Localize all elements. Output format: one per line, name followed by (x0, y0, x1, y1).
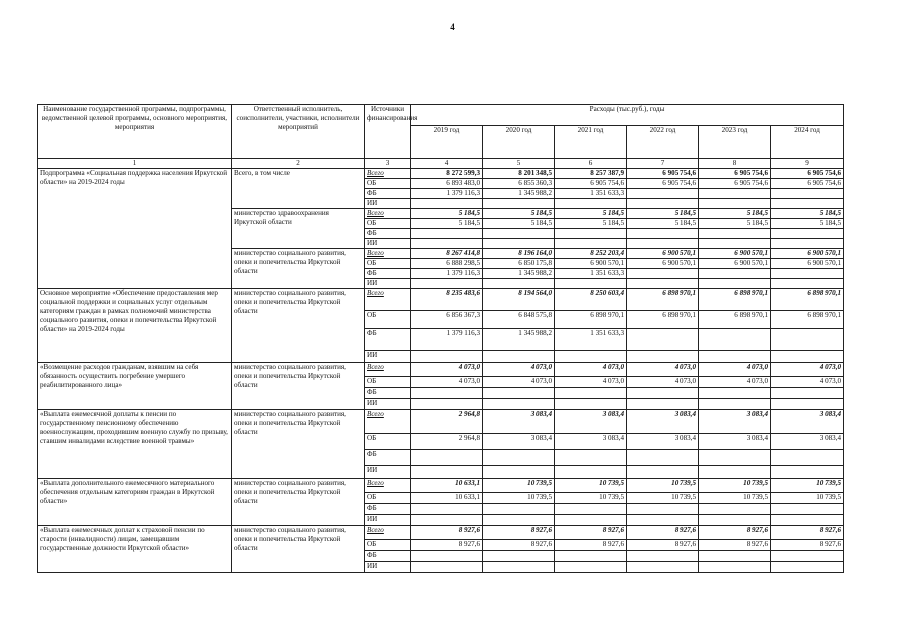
funding-source: ФБ (365, 504, 411, 515)
col-number: 9 (771, 159, 844, 169)
amount-cell: 3 083,4 (555, 410, 627, 434)
amount-cell: 5 184,5 (771, 209, 844, 219)
amount-cell (627, 269, 699, 279)
amount-cell (483, 551, 555, 562)
amount-cell (483, 279, 555, 289)
amount-cell (771, 239, 844, 249)
amount-cell: 6 900 570,1 (699, 259, 771, 269)
amount-cell (555, 504, 627, 515)
header-year: 2024 год (771, 126, 844, 159)
amount-cell: 3 083,4 (771, 410, 844, 434)
funding-source: ОБ (365, 434, 411, 450)
amount-cell: 5 184,5 (483, 219, 555, 229)
amount-cell: 5 184,5 (627, 209, 699, 219)
amount-cell (627, 189, 699, 199)
amount-cell (627, 399, 699, 410)
amount-cell (771, 199, 844, 209)
funding-source: Всего (365, 479, 411, 493)
amount-cell: 1 379 116,3 (411, 329, 483, 351)
funding-source: Всего (365, 169, 411, 179)
funding-source: ФБ (365, 229, 411, 239)
amount-cell (411, 388, 483, 399)
amount-cell (699, 329, 771, 351)
amount-cell: 10 739,5 (627, 479, 699, 493)
amount-cell: 8 250 603,4 (555, 289, 627, 311)
executor-name: министерство социального развития, опеки и попечительства Иркутской области (232, 289, 365, 363)
amount-cell: 3 083,4 (699, 434, 771, 450)
funding-source: ИИ (365, 562, 411, 573)
amount-cell (555, 562, 627, 573)
amount-cell: 3 083,4 (555, 434, 627, 450)
amount-cell: 8 927,6 (555, 526, 627, 540)
table-row (38, 169, 844, 179)
program-name: Подпрограмма «Социальная поддержка населения Иркутской области» на 2019-2024 годы (38, 169, 232, 289)
funding-source: ФБ (365, 269, 411, 279)
funding-source: ФБ (365, 189, 411, 199)
amount-cell: 3 083,4 (483, 410, 555, 434)
header-year: 2020 год (483, 126, 555, 159)
funding-source: Всего (365, 410, 411, 434)
amount-cell (411, 229, 483, 239)
amount-cell: 6 898 970,1 (771, 289, 844, 311)
funding-source: Всего (365, 249, 411, 259)
amount-cell (771, 551, 844, 562)
amount-cell: 10 739,5 (699, 493, 771, 504)
amount-cell (699, 515, 771, 526)
header-name: Наименование государственной программы, подпрограммы, ведомственной целевой программы, основного мероприятия, мероприятия (38, 105, 232, 159)
amount-cell (555, 239, 627, 249)
amount-cell (699, 199, 771, 209)
amount-cell (555, 450, 627, 466)
amount-cell (411, 239, 483, 249)
amount-cell: 1 345 988,2 (483, 269, 555, 279)
amount-cell: 3 083,4 (627, 434, 699, 450)
program-name: «Выплата ежемесячных доплат к страховой пенсии по старости (инвалидности) лицам, замещавшим государственные должности Иркутской области» (38, 526, 232, 573)
funding-source: ОБ (365, 311, 411, 329)
col-number: 6 (555, 159, 627, 169)
amount-cell: 1 351 633,3 (555, 189, 627, 199)
amount-cell (483, 229, 555, 239)
amount-cell: 6 898 970,1 (555, 311, 627, 329)
amount-cell (483, 388, 555, 399)
amount-cell: 8 196 164,0 (483, 249, 555, 259)
amount-cell (411, 351, 483, 363)
table-header (38, 105, 844, 169)
program-name: Основное мероприятие «Обеспечение предоставления мер социальной поддержки и социальных услуг отдельным категориям граждан в рамках полномочий министерства социального развития, опеки и попечительства Иркутской области» на 2019-2024 годы (38, 289, 232, 363)
amount-cell: 6 905 754,6 (699, 179, 771, 189)
amount-cell (699, 466, 771, 479)
amount-cell: 10 739,5 (483, 479, 555, 493)
funding-source: ОБ (365, 219, 411, 229)
amount-cell: 6 850 175,8 (483, 259, 555, 269)
funding-source: ФБ (365, 450, 411, 466)
table-row (38, 410, 844, 434)
header-source: Источники финансирования (365, 105, 411, 159)
funding-source: Всего (365, 289, 411, 311)
amount-cell: 4 073,0 (627, 363, 699, 377)
amount-cell (483, 239, 555, 249)
funding-source: ФБ (365, 388, 411, 399)
amount-cell: 5 184,5 (699, 209, 771, 219)
amount-cell: 8 927,6 (699, 540, 771, 551)
header-executor: Ответственный исполнитель, соисполнители, участники, исполнители мероприятий (232, 105, 365, 159)
amount-cell (411, 279, 483, 289)
amount-cell (771, 450, 844, 466)
amount-cell: 10 739,5 (699, 479, 771, 493)
table-row (38, 526, 844, 540)
amount-cell: 6 898 970,1 (771, 311, 844, 329)
amount-cell: 3 083,4 (699, 410, 771, 434)
amount-cell: 6 900 570,1 (699, 249, 771, 259)
amount-cell (555, 388, 627, 399)
amount-cell: 8 927,6 (411, 540, 483, 551)
amount-cell: 5 184,5 (699, 219, 771, 229)
amount-cell (555, 199, 627, 209)
table-body (38, 169, 844, 573)
program-name: «Возмещение расходов гражданам, взявшим на себя обязанность осуществить погребение умершего реабилитированного лица» (38, 363, 232, 410)
funding-source: ИИ (365, 279, 411, 289)
amount-cell: 10 739,5 (483, 493, 555, 504)
amount-cell (555, 399, 627, 410)
amount-cell (627, 279, 699, 289)
amount-cell (699, 351, 771, 363)
amount-cell: 8 927,6 (411, 526, 483, 540)
amount-cell: 6 900 570,1 (771, 259, 844, 269)
amount-cell (627, 466, 699, 479)
amount-cell: 8 267 414,8 (411, 249, 483, 259)
amount-cell: 10 739,5 (555, 479, 627, 493)
amount-cell (627, 229, 699, 239)
amount-cell (771, 269, 844, 279)
amount-cell: 5 184,5 (555, 219, 627, 229)
amount-cell (699, 239, 771, 249)
amount-cell: 10 633,1 (411, 493, 483, 504)
amount-cell: 1 351 633,3 (555, 329, 627, 351)
amount-cell: 8 257 387,9 (555, 169, 627, 179)
amount-cell (411, 562, 483, 573)
amount-cell (699, 269, 771, 279)
amount-cell: 1 379 116,3 (411, 269, 483, 279)
funding-source: ИИ (365, 515, 411, 526)
amount-cell (699, 279, 771, 289)
amount-cell: 2 964,8 (411, 410, 483, 434)
amount-cell (411, 515, 483, 526)
amount-cell (411, 399, 483, 410)
col-number: 3 (365, 159, 411, 169)
executor-name: министерство социального развития, опеки и попечительства Иркутской области (232, 249, 365, 289)
amount-cell: 8 272 599,3 (411, 169, 483, 179)
amount-cell: 1 351 633,3 (555, 269, 627, 279)
amount-cell (627, 239, 699, 249)
amount-cell (555, 551, 627, 562)
amount-cell: 5 184,5 (555, 209, 627, 219)
amount-cell: 6 888 298,5 (411, 259, 483, 269)
amount-cell: 6 905 754,6 (699, 169, 771, 179)
amount-cell: 3 083,4 (627, 410, 699, 434)
amount-cell (771, 504, 844, 515)
amount-cell (699, 551, 771, 562)
amount-cell: 4 073,0 (771, 377, 844, 388)
funding-source: ОБ (365, 259, 411, 269)
amount-cell: 5 184,5 (771, 219, 844, 229)
funding-source: ОБ (365, 540, 411, 551)
amount-cell: 4 073,0 (771, 363, 844, 377)
amount-cell (771, 562, 844, 573)
amount-cell (699, 504, 771, 515)
amount-cell: 10 739,5 (555, 493, 627, 504)
amount-cell (627, 515, 699, 526)
amount-cell (627, 504, 699, 515)
funding-source: ОБ (365, 179, 411, 189)
amount-cell (483, 504, 555, 515)
amount-cell: 4 073,0 (627, 377, 699, 388)
amount-cell (555, 515, 627, 526)
amount-cell: 8 927,6 (483, 526, 555, 540)
amount-cell: 5 184,5 (627, 219, 699, 229)
amount-cell (483, 351, 555, 363)
amount-cell (771, 515, 844, 526)
amount-cell (627, 199, 699, 209)
amount-cell: 2 964,8 (411, 434, 483, 450)
amount-cell: 8 194 564,0 (483, 289, 555, 311)
amount-cell: 4 073,0 (411, 377, 483, 388)
executor-name: министерство социального развития, опеки и попечительства Иркутской области (232, 363, 365, 410)
amount-cell: 10 739,5 (771, 493, 844, 504)
amount-cell: 8 927,6 (627, 526, 699, 540)
amount-cell: 5 184,5 (483, 209, 555, 219)
program-name: «Выплата ежемесячной доплаты к пенсии по государственному пенсионному обеспечению военнослужащим, проходившим военную службу по призыву, ставшим инвалидами вследствие военной травмы» (38, 410, 232, 479)
amount-cell: 4 073,0 (411, 363, 483, 377)
amount-cell: 6 900 570,1 (771, 249, 844, 259)
header-year: 2021 год (555, 126, 627, 159)
executor-name: министерство социального развития, опеки и попечительства Иркутской области (232, 479, 365, 526)
amount-cell: 4 073,0 (483, 377, 555, 388)
amount-cell: 6 905 754,6 (771, 169, 844, 179)
header-spending: Расходы (тыс.руб.), годы (411, 105, 844, 126)
amount-cell (627, 450, 699, 466)
amount-cell: 6 900 570,1 (627, 259, 699, 269)
col-number: 1 (38, 159, 232, 169)
amount-cell (771, 351, 844, 363)
amount-cell (627, 562, 699, 573)
executor-name: министерство социального развития, опеки и попечительства Иркутской области (232, 410, 365, 479)
amount-cell (699, 450, 771, 466)
amount-cell (483, 466, 555, 479)
amount-cell: 8 235 483,6 (411, 289, 483, 311)
amount-cell: 6 900 570,1 (555, 259, 627, 269)
amount-cell: 4 073,0 (699, 363, 771, 377)
amount-cell (771, 388, 844, 399)
amount-cell: 6 855 360,3 (483, 179, 555, 189)
amount-cell (699, 189, 771, 199)
funding-source: ИИ (365, 466, 411, 479)
amount-cell (699, 388, 771, 399)
amount-cell (483, 199, 555, 209)
amount-cell (699, 399, 771, 410)
funding-source: Всего (365, 363, 411, 377)
amount-cell: 6 905 754,6 (627, 169, 699, 179)
amount-cell: 4 073,0 (483, 363, 555, 377)
amount-cell: 1 379 116,3 (411, 189, 483, 199)
amount-cell (771, 466, 844, 479)
funding-source: ОБ (365, 377, 411, 388)
executor-name: министерство социального развития, опеки и попечительства Иркутской области (232, 526, 365, 573)
amount-cell (483, 399, 555, 410)
amount-cell: 8 927,6 (555, 540, 627, 551)
amount-cell: 8 252 203,4 (555, 249, 627, 259)
amount-cell: 1 345 988,2 (483, 189, 555, 199)
amount-cell (771, 229, 844, 239)
amount-cell: 3 083,4 (483, 434, 555, 450)
amount-cell: 6 900 570,1 (627, 249, 699, 259)
amount-cell (411, 450, 483, 466)
amount-cell: 5 184,5 (411, 219, 483, 229)
amount-cell: 10 739,5 (627, 493, 699, 504)
col-number: 8 (699, 159, 771, 169)
amount-cell: 4 073,0 (555, 377, 627, 388)
amount-cell (483, 450, 555, 466)
amount-cell (555, 279, 627, 289)
header-year: 2022 год (627, 126, 699, 159)
amount-cell: 8 927,6 (771, 540, 844, 551)
col-number: 2 (232, 159, 365, 169)
amount-cell: 10 633,1 (411, 479, 483, 493)
table-row (38, 363, 844, 377)
funding-source: Всего (365, 526, 411, 540)
amount-cell (627, 351, 699, 363)
amount-cell (411, 199, 483, 209)
amount-cell (411, 504, 483, 515)
amount-cell: 6 898 970,1 (699, 289, 771, 311)
header-year: 2019 год (411, 126, 483, 159)
amount-cell (411, 551, 483, 562)
amount-cell: 5 184,5 (411, 209, 483, 219)
amount-cell (627, 551, 699, 562)
amount-cell: 6 905 754,6 (627, 179, 699, 189)
amount-cell: 8 927,6 (483, 540, 555, 551)
col-number: 7 (627, 159, 699, 169)
program-name: «Выплата дополнительного ежемесячного материального обеспечения отдельным категориям граждан в Иркутской области» (38, 479, 232, 526)
header-year: 2023 год (699, 126, 771, 159)
amount-cell (483, 515, 555, 526)
amount-cell: 6 898 970,1 (627, 289, 699, 311)
amount-cell (699, 562, 771, 573)
funding-source: ИИ (365, 351, 411, 363)
amount-cell (771, 329, 844, 351)
amount-cell: 1 345 988,2 (483, 329, 555, 351)
funding-source: ОБ (365, 493, 411, 504)
amount-cell: 10 739,5 (771, 479, 844, 493)
col-number: 4 (411, 159, 483, 169)
amount-cell: 6 856 367,3 (411, 311, 483, 329)
funding-source: ФБ (365, 329, 411, 351)
table-row (38, 479, 844, 493)
amount-cell: 8 201 348,5 (483, 169, 555, 179)
amount-cell (555, 351, 627, 363)
page-number: 4 (450, 22, 455, 32)
amount-cell (627, 329, 699, 351)
amount-cell: 6 905 754,6 (555, 179, 627, 189)
amount-cell: 6 905 754,6 (771, 179, 844, 189)
amount-cell (771, 399, 844, 410)
table-row (38, 289, 844, 311)
amount-cell (627, 388, 699, 399)
amount-cell: 8 927,6 (627, 540, 699, 551)
funding-source: Всего (365, 209, 411, 219)
amount-cell: 6 898 970,1 (627, 311, 699, 329)
amount-cell: 3 083,4 (771, 434, 844, 450)
executor-name: министерство здравоохранения Иркутской области (232, 209, 365, 249)
amount-cell: 4 073,0 (555, 363, 627, 377)
amount-cell: 8 927,6 (771, 526, 844, 540)
funding-source: ИИ (365, 199, 411, 209)
amount-cell: 4 073,0 (699, 377, 771, 388)
amount-cell (483, 562, 555, 573)
funding-source: ИИ (365, 239, 411, 249)
amount-cell (771, 279, 844, 289)
amount-cell: 8 927,6 (699, 526, 771, 540)
funding-source: ИИ (365, 399, 411, 410)
executor-name: Всего, в том числе (232, 169, 365, 209)
amount-cell (555, 466, 627, 479)
amount-cell: 6 848 575,8 (483, 311, 555, 329)
amount-cell: 6 898 970,1 (699, 311, 771, 329)
amount-cell: 6 893 483,0 (411, 179, 483, 189)
amount-cell (699, 229, 771, 239)
amount-cell (411, 466, 483, 479)
amount-cell (555, 229, 627, 239)
amount-cell (771, 189, 844, 199)
funding-source: ФБ (365, 551, 411, 562)
col-number: 5 (483, 159, 555, 169)
budget-table (37, 104, 844, 573)
